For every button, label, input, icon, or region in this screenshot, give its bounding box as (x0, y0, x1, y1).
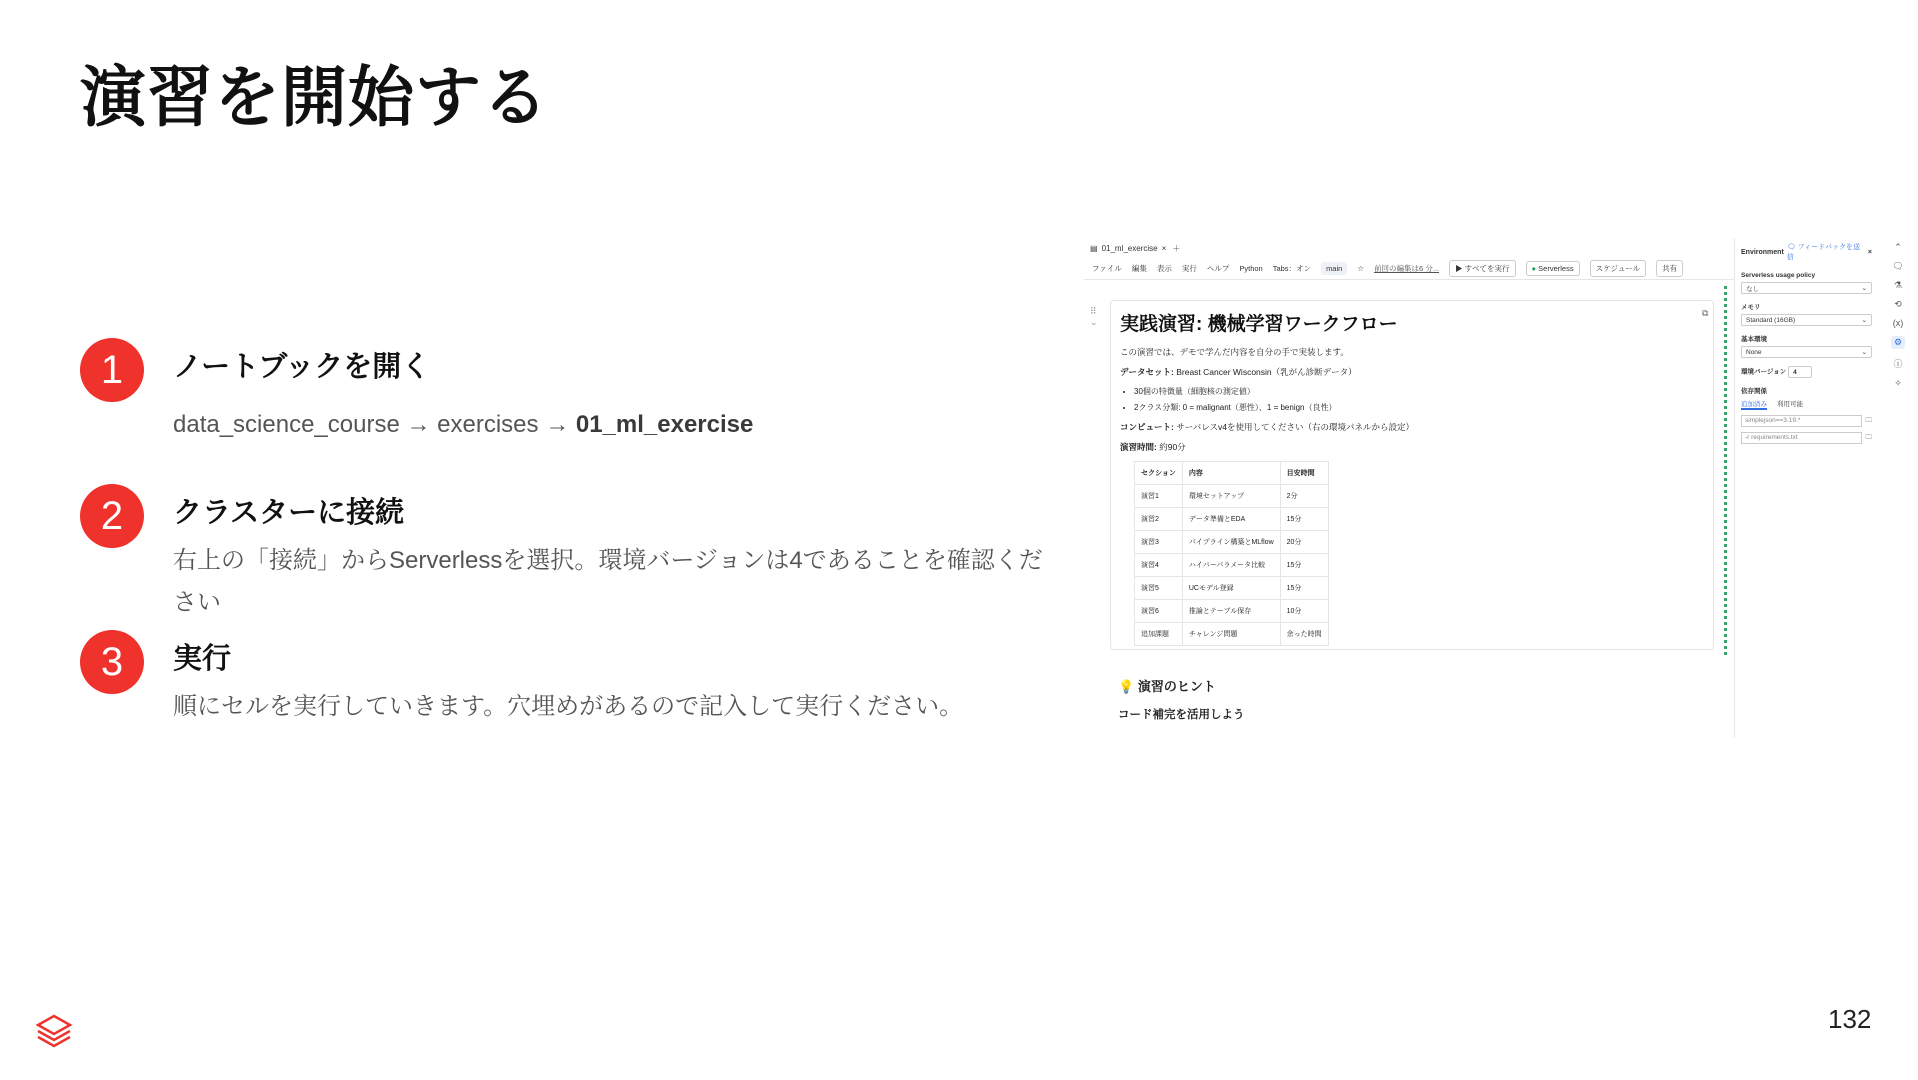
step-title: 実行 (173, 641, 232, 675)
memory-value: Standard (16GB) (1746, 316, 1796, 324)
hint-subheading: コード補完を活用しよう (1118, 709, 1245, 721)
star-icon[interactable]: ☆ (1357, 264, 1365, 273)
list-item: • 30個の特徴量（細胞核の測定値） (1134, 386, 1704, 397)
table-cell: 環境セットアップ (1182, 485, 1280, 508)
dependency-row (1741, 432, 1872, 444)
environment-title: Environment (1741, 248, 1784, 256)
step-number-badge: 2 (80, 484, 144, 548)
table-row (1135, 554, 1329, 577)
comment-icon[interactable]: 🗨 (1892, 261, 1904, 271)
base-env-select[interactable] (1741, 346, 1872, 358)
status-dot-icon: ● (1531, 264, 1537, 273)
table-header: 目安時間 (1280, 462, 1328, 485)
plus-icon[interactable]: ＋ (1172, 243, 1181, 253)
env-version-label (1741, 366, 1872, 378)
table-row (1135, 485, 1329, 508)
dependency-row (1741, 415, 1872, 427)
dependency-input[interactable]: simplejson==3.19.* (1741, 415, 1862, 427)
experiment-icon[interactable]: ⚗ (1893, 280, 1903, 290)
chevron-down-icon: ⌄ (1861, 317, 1867, 324)
table-cell: 演習2 (1135, 508, 1183, 531)
time-text: 約90分 (1159, 442, 1186, 452)
notebook-icon: ▤ (1090, 243, 1098, 253)
compute-label: コンピュート: (1120, 422, 1174, 432)
dataset-label: データセット: (1120, 367, 1174, 377)
policy-label: Serverless usage policy (1741, 272, 1816, 279)
memory-label: メモリ (1741, 304, 1761, 311)
schedule-table (1134, 461, 1329, 646)
table-row (1135, 577, 1329, 600)
table-cell: UCモデル登録 (1182, 577, 1280, 600)
table-cell: 20分 (1280, 531, 1328, 554)
cell-heading: 実践演習: 機械学習ワークフロー (1120, 314, 1398, 335)
environment-panel (1734, 238, 1878, 738)
tab-added[interactable]: 追加済み (1741, 401, 1767, 408)
policy-select[interactable] (1741, 282, 1872, 294)
env-version-value: 4 (1793, 368, 1797, 376)
notebook-menubar (1084, 258, 1734, 280)
table-header: 内容 (1182, 462, 1280, 485)
hint-title: 演習のヒント (1137, 679, 1216, 694)
deps-tabs (1741, 399, 1872, 410)
table-header: セクション (1135, 462, 1183, 485)
table-cell: データ準備とEDA (1182, 508, 1280, 531)
run-all-label: すべてを実行 (1464, 264, 1510, 273)
table-cell: ハイパーパラメータ比較 (1182, 554, 1280, 577)
table-cell: チャレンジ問題 (1182, 623, 1280, 646)
table-cell: 演習6 (1135, 600, 1183, 623)
table-cell: 演習4 (1135, 554, 1183, 577)
page-number: 132 (1828, 1004, 1872, 1034)
table-cell: 演習1 (1135, 485, 1183, 508)
close-icon[interactable]: × (1161, 243, 1167, 253)
compute-text: サーバレスv4を使用してください（右の環境パネルから設定） (1176, 422, 1415, 432)
chevron-down-icon: ⌄ (1861, 349, 1867, 356)
table-cell: 推論とテーブル保存 (1182, 600, 1280, 623)
cell-status-bar (1724, 286, 1727, 656)
environment-icon[interactable]: ⚙ (1891, 336, 1905, 349)
markdown-cell[interactable] (1110, 300, 1714, 650)
run-all-button[interactable]: ▶ すべてを実行 (1449, 260, 1515, 277)
step-description (173, 404, 1043, 446)
folder-icon[interactable]: 🗀 (1865, 416, 1872, 424)
info-icon[interactable]: ⓘ (1893, 359, 1903, 369)
close-icon[interactable]: × (1867, 248, 1872, 256)
menu-edit[interactable]: 編集 (1131, 264, 1147, 273)
folder-icon[interactable]: 🗀 (1865, 433, 1872, 441)
databricks-logo-icon (34, 1012, 74, 1052)
table-cell: 15分 (1280, 554, 1328, 577)
dependency-input[interactable]: -r requirements.txt (1741, 432, 1862, 444)
time-line (1120, 441, 1704, 453)
compute-button[interactable] (1526, 261, 1580, 276)
table-row (1135, 531, 1329, 554)
collapse-icon[interactable]: ⌃ (1894, 242, 1902, 252)
time-label: 演習時間: (1120, 442, 1157, 452)
table-cell: パイプライン構築とMLflow (1182, 531, 1280, 554)
compute-line (1120, 421, 1704, 433)
table-cell: 2分 (1280, 485, 1328, 508)
feedback-label: フィードバックを送信 (1786, 244, 1860, 261)
table-row (1135, 623, 1329, 646)
drag-handle-icon[interactable]: ⠿ ⌄ (1090, 306, 1098, 327)
history-icon[interactable]: ⟲ (1894, 299, 1902, 309)
tab-available[interactable]: 利用可能 (1777, 401, 1803, 408)
tabs-toggle[interactable]: Tabs：オン (1272, 264, 1312, 273)
memory-select[interactable] (1741, 314, 1872, 326)
menu-view[interactable]: 表示 (1156, 264, 1172, 273)
path-notebook: 01_ml_exercise (575, 411, 754, 438)
hint-heading (1118, 676, 1216, 695)
base-env-label: 基本環境 (1741, 336, 1767, 343)
dataset-bullets (1134, 386, 1704, 413)
base-env-value: None (1746, 348, 1762, 356)
step-description: 順にセルを実行していきます。穴埋めがあるので記入して実行ください。 (173, 693, 964, 720)
table-cell: 演習5 (1135, 577, 1183, 600)
notebook-tab-label: 01_ml_exercise (1101, 243, 1158, 253)
table-header-row (1135, 462, 1329, 485)
branch-button[interactable]: main (1321, 262, 1347, 275)
environment-header (1741, 242, 1872, 262)
table-cell: 15分 (1280, 577, 1328, 600)
notebook-tabbar (1084, 238, 1734, 258)
table-cell: 15分 (1280, 508, 1328, 531)
table-cell: 追加課題 (1135, 623, 1183, 646)
table-cell: 演習3 (1135, 531, 1183, 554)
dataset-text: Breast Cancer Wisconsin（乳がん診断データ） (1176, 367, 1357, 377)
last-edit-link[interactable]: 前回の編集は6 分... (1374, 264, 1440, 273)
menu-help[interactable]: ヘルプ (1206, 264, 1230, 273)
step-number-badge: 3 (80, 630, 144, 694)
copy-icon[interactable]: ⧉ (1702, 308, 1709, 318)
menu-file[interactable]: ファイル (1092, 264, 1122, 273)
policy-value: なし (1746, 285, 1759, 293)
deps-label: 依存関係 (1741, 388, 1767, 395)
step-number-badge: 1 (80, 338, 144, 402)
language-select[interactable]: Python (1239, 264, 1263, 273)
notebook-screenshot (1084, 238, 1918, 738)
menu-run[interactable]: 実行 (1181, 264, 1197, 273)
right-rail (1878, 238, 1918, 738)
schedule-button[interactable]: スケジュール (1590, 260, 1647, 277)
lightbulb-icon: 💡 (1118, 679, 1135, 694)
compute-label: Serverless (1538, 264, 1574, 273)
env-version-text: 環境バージョン (1741, 368, 1787, 376)
feedback-link[interactable]: 🗨 フィードバックを送信 (1786, 244, 1860, 261)
table-row (1135, 600, 1329, 623)
table-row (1135, 508, 1329, 531)
step-description: 右上の「接続」からServerlessを選択。環境バージョンは4であることを確認ください (173, 547, 1043, 616)
chevron-down-icon: ⌄ (1861, 285, 1867, 292)
assistant-icon[interactable]: ✧ (1894, 378, 1902, 388)
step-title: ノートブックを開く (173, 349, 431, 383)
table-cell: 10分 (1280, 600, 1328, 623)
variables-icon[interactable]: (x) (1892, 318, 1904, 328)
notebook-tab[interactable] (1084, 244, 1172, 253)
list-item: • 2クラス分類: 0 = malignant（悪性）、1 = benign（良性） (1134, 402, 1704, 413)
dataset-line (1120, 366, 1704, 378)
slide-title: 演習を開始する (80, 59, 549, 136)
table-cell: 余った時間 (1280, 623, 1328, 646)
path-text: data_science_course → exercises → (173, 411, 576, 438)
step-title: クラスターに接続 (173, 495, 405, 529)
share-button[interactable]: 共有 (1656, 260, 1683, 277)
cell-intro: この演習では、デモで学んだ内容を自分の手で実装します。 (1120, 347, 1349, 357)
env-version-select[interactable] (1788, 366, 1812, 378)
